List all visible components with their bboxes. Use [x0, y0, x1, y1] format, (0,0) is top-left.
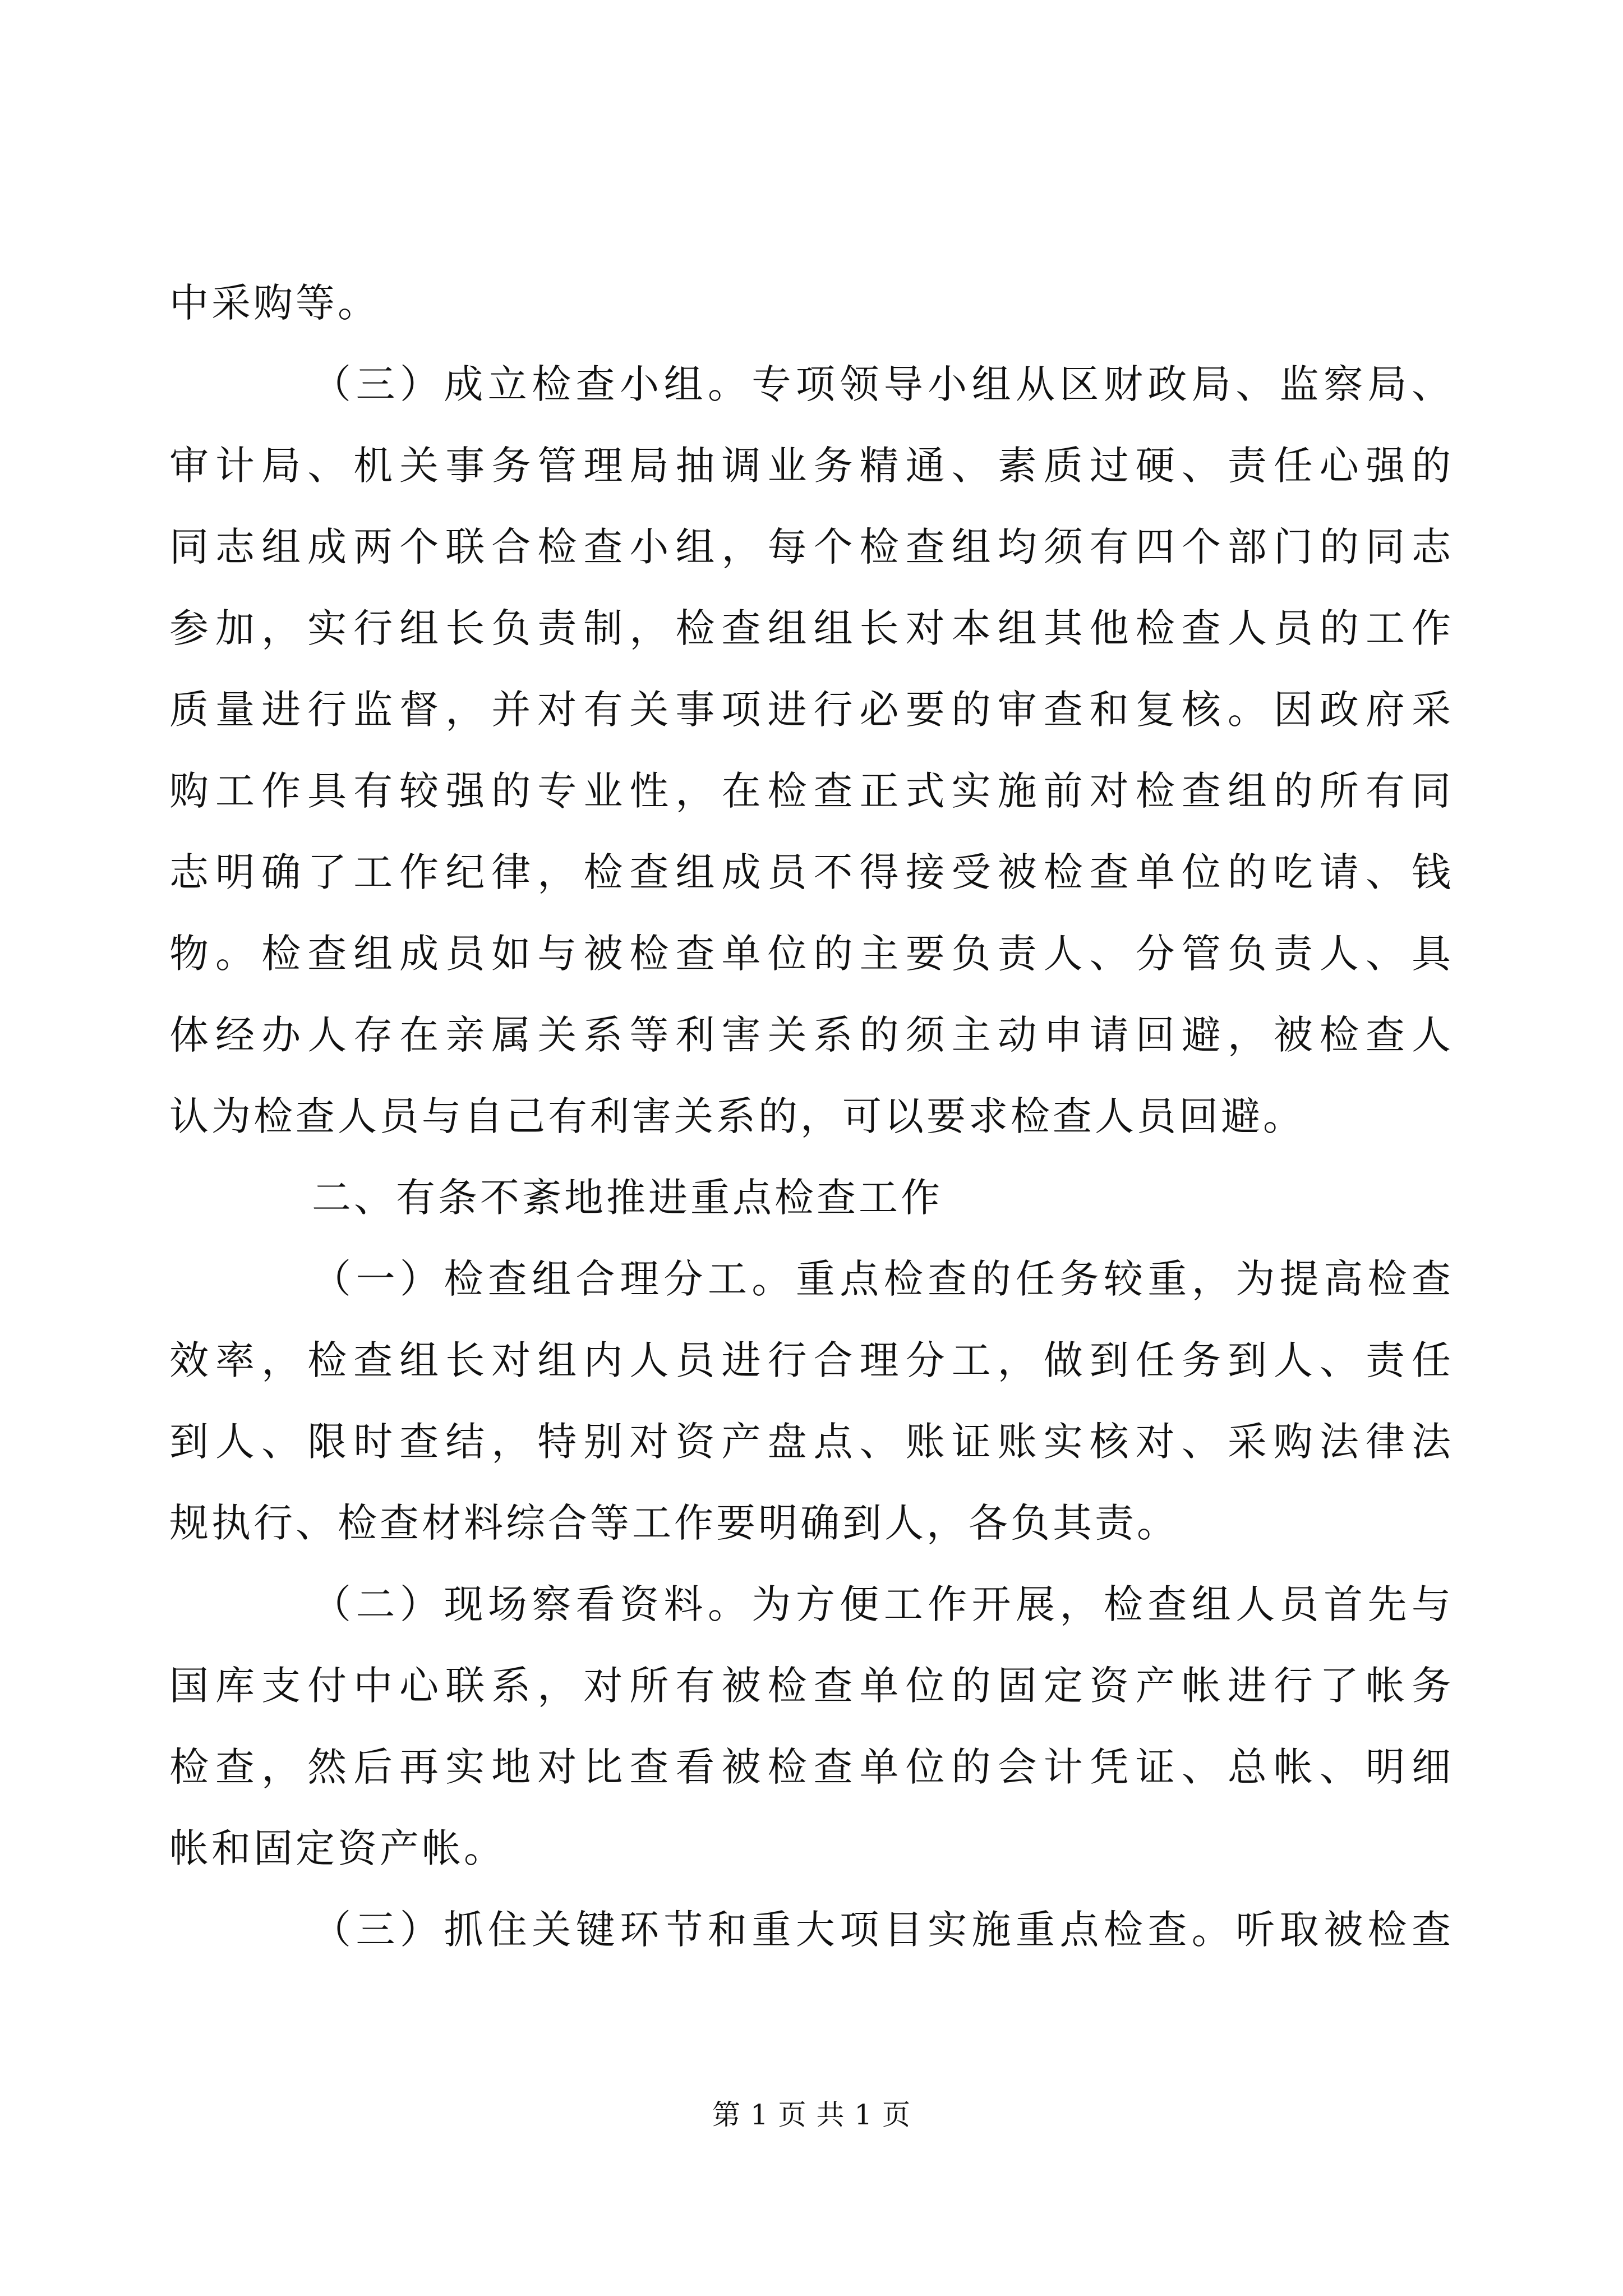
- text-line: 同志组成两个联合检查小组，每个检查组均须有四个部门的同志: [169, 524, 1454, 570]
- text-line: 效率，检查组长对组内人员进行合理分工，做到任务到人、责任: [169, 1337, 1454, 1383]
- text-line: 二、有条不紊地推进重点检查工作: [312, 1175, 943, 1221]
- text-line: 检查，然后再实地对比查看被检查单位的会计凭证、总帐、明细: [169, 1744, 1454, 1790]
- text-line: 体经办人存在亲属关系等利害关系的须主动申请回避，被检查人: [169, 1012, 1454, 1058]
- text-line: 帐和固定资产帐。: [169, 1825, 506, 1871]
- text-line: 物。检查组成员如与被检查单位的主要负责人、分管负责人、具: [169, 931, 1454, 977]
- text-line: 国库支付中心联系，对所有被检查单位的固定资产帐进行了帐务: [169, 1663, 1454, 1709]
- text-line: 质量进行监督，并对有关事项进行必要的审查和复核。因政府采: [169, 687, 1454, 733]
- text-line: 规执行、检查材料综合等工作要明确到人，各负其责。: [169, 1500, 1179, 1546]
- text-line: （三）抓住关键环节和重大项目实施重点检查。听取被检查: [312, 1907, 1454, 1953]
- text-line: 认为检查人员与自己有利害关系的，可以要求检查人员回避。: [169, 1093, 1305, 1139]
- document-body: [169, 263, 1454, 1971]
- text-line: 到人、限时查结，特别对资产盘点、账证账实核对、采购法律法: [169, 1419, 1454, 1465]
- page-footer: 第 1 页 共 1 页: [712, 2099, 911, 2131]
- text-line: 购工作具有较强的专业性，在检查正式实施前对检查组的所有同: [169, 768, 1454, 814]
- text-line: （二）现场察看资料。为方便工作开展，检查组人员首先与: [312, 1581, 1454, 1627]
- text-line: 审计局、机关事务管理局抽调业务精通、素质过硬、责任心强的: [169, 443, 1454, 489]
- text-line: 志明确了工作纪律，检查组成员不得接受被检查单位的吃请、钱: [169, 849, 1454, 895]
- text-line: （一）检查组合理分工。重点检查的任务较重，为提高检查: [312, 1256, 1454, 1302]
- text-line: 中采购等。: [169, 280, 380, 326]
- text-line: 参加，实行组长负责制，检查组组长对本组其他检查人员的工作: [169, 605, 1454, 651]
- text-line: （三）成立检查小组。专项领导小组从区财政局、监察局、: [312, 361, 1454, 407]
